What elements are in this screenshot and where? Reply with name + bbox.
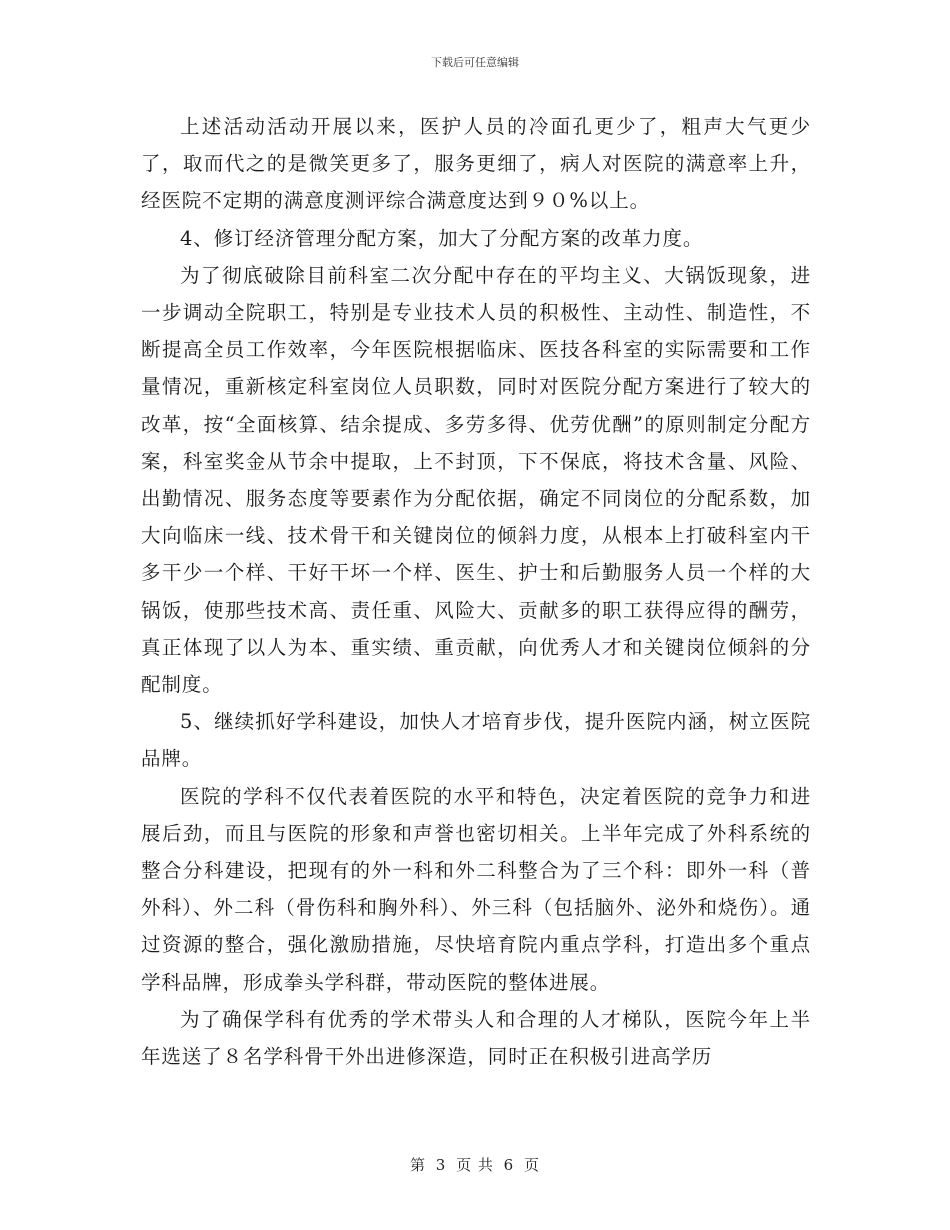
document-body (141, 108, 811, 1075)
footer-prefix: 第 (409, 1156, 426, 1174)
total-page-number: 6 (503, 1156, 515, 1174)
paragraph-satisfaction: 上述活动活动开展以来，医护人员的冷面孔更少了，粗声大气更少了，取而代之的是微笑更多了，服务更细了，病人对医院的满意率上升，经医院不定期的满意度测评综合满意度达到９０%以上。 (141, 115, 811, 213)
footer-middle: 页 共 (456, 1156, 494, 1174)
paragraph-talent-training: 为了确保学科有优秀的学术带头人和合理的人才梯队，医院今年上半年选送了８名学科骨干外出进修深造，同时正在积极引进高学历 (141, 1007, 811, 1069)
section-heading-4: 4、修订经济管理分配方案，加大了分配方案的改革力度。 (180, 226, 704, 250)
paragraph-discipline-building: 医院的学科不仅代表着医院的水平和特色，决定着医院的竞争力和进展后劲，而且与医院的形象和声誉也密切相关。上半年完成了外科系统的整合分科建设，把现有的外一科和外二科整合为了三个科：即外一科（普外科）、外二科（骨伤科和胸外科）、外三科（包括脑外、泌外和烧伤）。通过资源的整合，强化激励措施，尽快培育院内重点学科，打造出多个重点学科品牌，形成拳头学科群，带动医院的整体进展。 (141, 784, 811, 994)
footer-suffix: 页 (524, 1156, 541, 1174)
page-header: 下载后可任意编辑 (431, 56, 519, 69)
current-page-number: 3 (435, 1156, 447, 1174)
paragraph-distribution-reform: 为了彻底破除目前科室二次分配中存在的平均主义、大锅饭现象，进一步调动全院职工，特别是专业技术人员的积极性、主动性、制造性，不断提高全员工作效率，今年医院根据临床、医技各科室的实际需要和工作量情况，重新核定科室岗位人员职数，同时对医院分配方案进行了较大的改革，按“全面核算、结余提成、多劳多得、优劳优酬”的原则制定分配方案，科室奖金从节余中提取，上不封顶，下不保底，将技术含量、风险、出勤情况、服务态度等要素作为分配依据，确定不同岗位的分配系数，加大向临床一线、技术骨干和关键岗位的倾斜力度，从根本上打破科室内干多干少一个样、干好干坏一个样、医生、护士和后勤服务人员一个样的大锅饭，使那些技术高、责任重、风险大、贡献多的职工获得应得的酬劳，真正体现了以人为本、重实绩、重贡献，向优秀人才和关键岗位倾斜的分配制度。 (141, 263, 811, 697)
page-footer (0, 1154, 950, 1175)
section-heading-5: 5、继续抓好学科建设，加快人才培育步伐，提升医院内涵，树立医院品牌。 (141, 710, 811, 771)
